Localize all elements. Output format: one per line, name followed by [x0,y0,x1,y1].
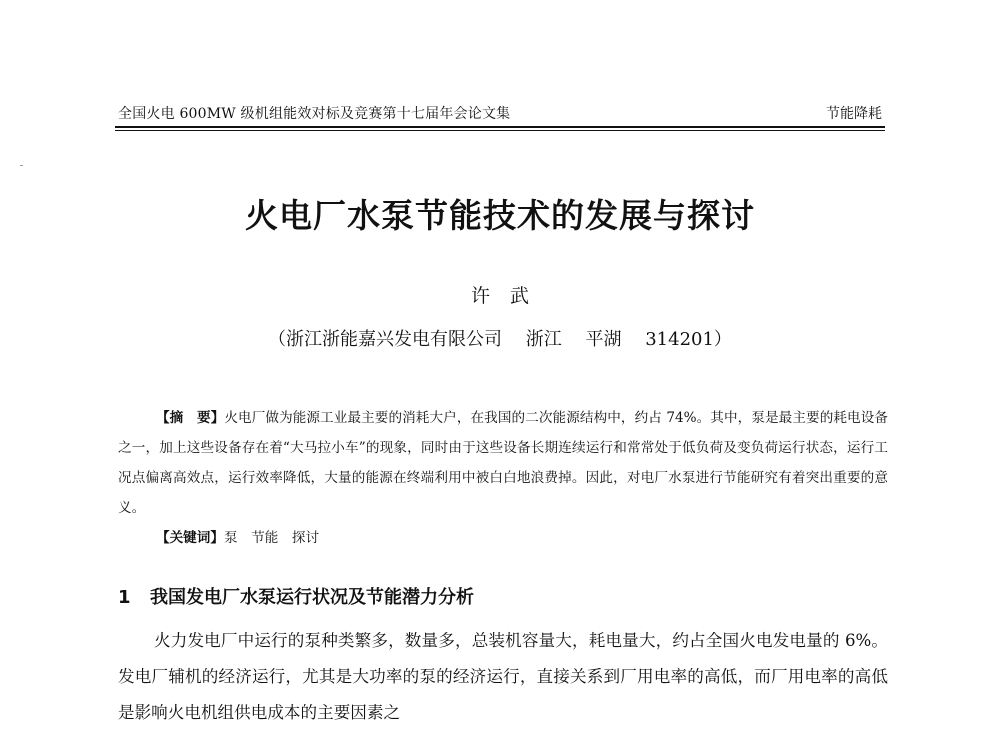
section-title: 我国发电厂水泵运行状况及节能潜力分析 [150,587,474,608]
abstract-block [118,403,888,553]
abstract-paragraph [118,403,888,523]
header-rule [115,126,885,131]
section-body [118,623,888,731]
running-header-section: 节能降耗 [826,106,882,122]
paper-title: 火电厂水泵节能技术的发展与探讨 [245,196,755,235]
affiliation: （浙江浙能嘉兴发电有限公司 浙江 平湖 314201） [268,329,732,350]
keywords-paragraph [118,523,888,553]
scan-speck [20,165,23,166]
author-given-name: 武 [510,285,530,307]
abstract-text: 火电厂做为能源工业最主要的消耗大户，在我国的二次能源结构中，约占 74%。其中，泵是最主要的耗电设备之一，加上这些设备存在着“大马拉小车”的现象，同时由于这些设备长期连续运行和常常处于低负荷及变负荷运行状态，运行工况点偏离高效点，运行效率降低，大量的能源在终端利用中被白白地浪费掉。因此，对电厂水泵进行节能研究有着突出重要的意义。 [118,410,888,516]
author [0,281,1000,308]
section-heading [118,583,474,609]
section-number: 1 [118,587,131,608]
author-surname: 许 [470,285,490,307]
running-header-title: 全国火电 600MW 级机组能效对标及竞赛第十七届年会论文集 [118,106,511,122]
keywords-label: 【关键词】 [156,530,224,546]
body-paragraph: 火力发电厂中运行的泵种类繁多，数量多，总装机容量大，耗电量大，约占全国火电发电量的 6%。发电厂辅机的经济运行，尤其是大功率的泵的经济运行，直接关系到厂用电率的高低，而厂用电率的高低是影响火电机组供电成本的主要因素之 [118,631,888,722]
keywords-text: 泵 节能 探讨 [223,530,320,546]
abstract-label: 【摘 要】 [156,410,225,426]
